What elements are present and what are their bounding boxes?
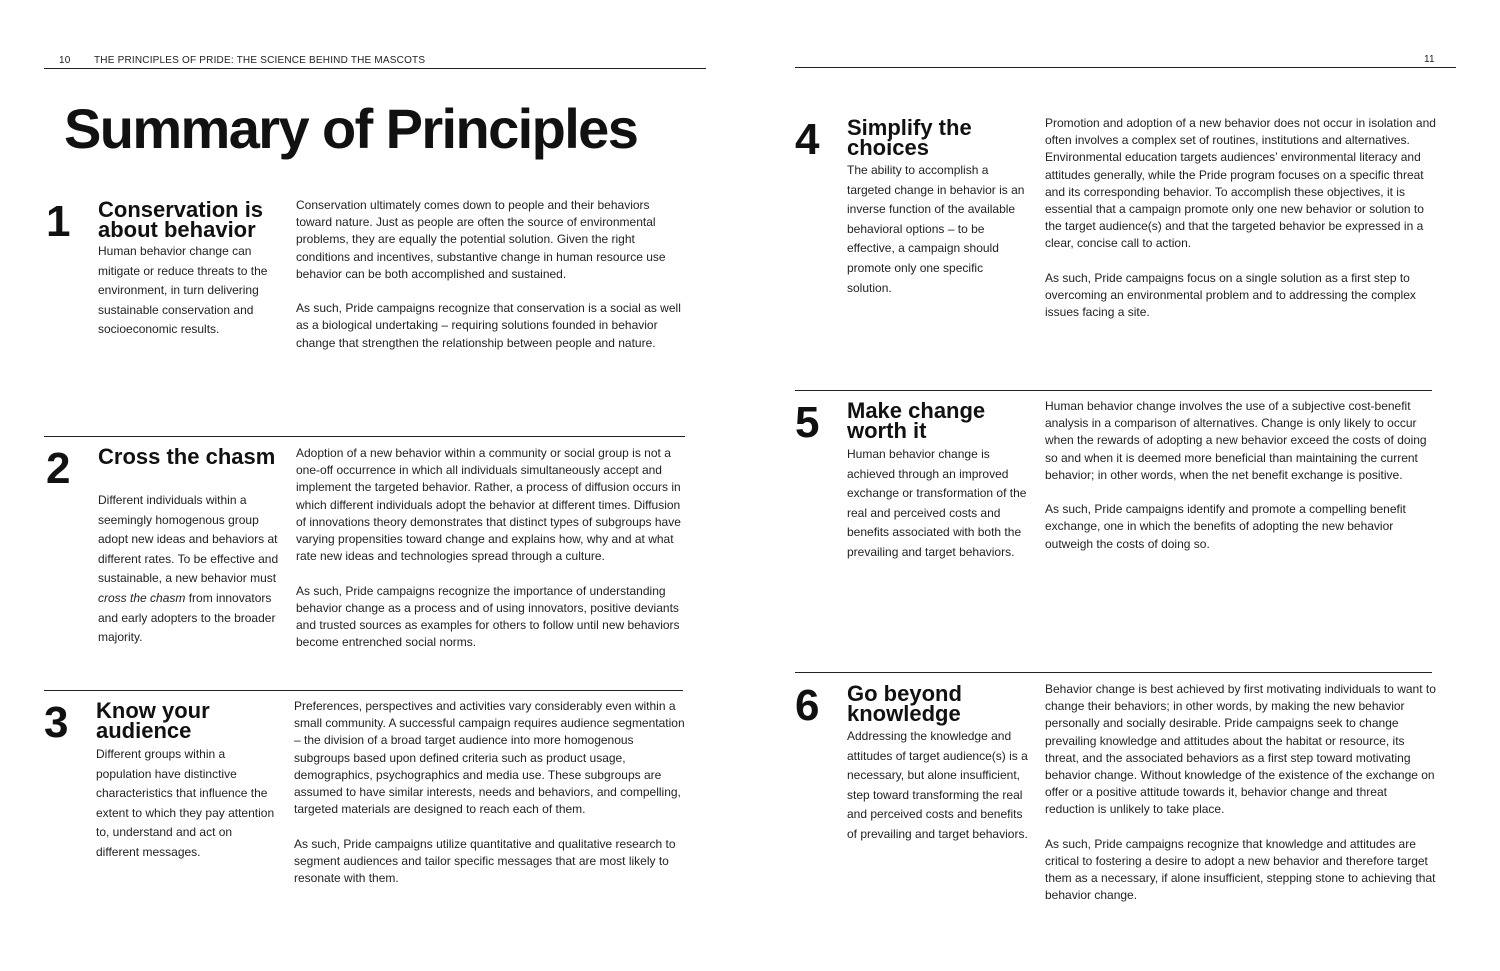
divider <box>795 390 1432 391</box>
principle-summary <box>98 491 280 648</box>
header-rule-right <box>795 67 1456 68</box>
body-paragraph: Human behavior change involves the use of a subjective cost-benefit analysis in a comparison of alternatives. Change is only likely to occur when the rewards of adopting a new behavior exceed the costs of doing so and when it is deemed more beneficial than maintaining the current behavior; in other words, when the net benefit exchange is positive. <box>1045 399 1427 482</box>
principle-body <box>296 445 688 651</box>
body-paragraph: Adoption of a new behavior within a community or social group is not a one-off occurrence in which all individuals simultaneously accept and implement the targeted behavior. Rather, a process of diffusion occurs in which different individuals adopt the behavior at different times. Diffusion of innovations theory demonstrates that distinct types of subgroups have varying propensities toward change and explains how, why and at what rate new ideas and technologies spread through a culture. <box>296 446 681 564</box>
principle-number: 3 <box>44 698 69 747</box>
body-paragraph: Preferences, perspectives and activities vary considerably even within a small community. A successful campaign requires audience segmentation – the division of a broad target audience into more homogenous subgroups based upon defined criteria such as product usage, demographics, psychographics and media use. These subgroups are assumed to have similar interests, needs and behaviors, and compelling, targeted materials are designed to reach each of them. <box>294 699 685 817</box>
principle-heading: Simplify the choices <box>847 115 972 160</box>
body-paragraph: As such, Pride campaigns focus on a single solution as a first step to overcoming an environmental problem and to addressing the complex issues facing a site. <box>1045 270 1416 320</box>
page-title: Summary of Principles <box>64 97 638 160</box>
body-paragraph: As such, Pride campaigns identify and promote a compelling benefit exchange, one in which the benefits of adopting the new behavior outweigh the costs of doing so. <box>1045 502 1406 551</box>
body-paragraph: Conservation ultimately comes down to people and their behaviors toward nature. Just as people are often the source of environmental problems, they are equally the potential solution. Given the right conditions and incentives, substantive change in human resource use behavior can be both accomplished and sustained. <box>296 198 666 281</box>
principle-heading: Know your audience <box>96 698 210 743</box>
body-paragraph: Promotion and adoption of a new behavior does not occur in isolation and often involves a complex set of routines, institutions and alternatives. Environmental education targets audiences’ environmental literacy and attitudes generally, while the Pride program focuses on a specific threat and its corresponding behavior. To accomplish these objectives, it is essential that a campaign promote only one new behavior or solution to the target audience(s) and that the targeted behavior be expressed in a clear, concise call to action. <box>1045 116 1436 251</box>
principle-number: 2 <box>46 444 71 493</box>
principle-body <box>1045 115 1437 321</box>
divider <box>44 690 683 691</box>
principle-number: 1 <box>46 197 71 246</box>
principle-summary: Different groups within a population have distinctive characteristics that influence the extent to which they pay attention to, understand and act on different messages. <box>96 747 275 859</box>
summary-text: from innovators and early adopters to the broader majority. <box>98 590 276 645</box>
divider <box>795 672 1432 673</box>
principle-heading: Cross the chasm <box>98 444 276 469</box>
body-paragraph: As such, Pride campaigns recognize the importance of understanding behavior change as a process and of using innovators, positive deviants and trusted sources as examples for others to follow until new behaviors become entrenched social norms. <box>296 583 680 650</box>
divider <box>44 436 685 437</box>
body-paragraph: As such, Pride campaigns utilize quantitative and qualitative research to segment audiences and tailor specific messages that are most likely to resonate with them. <box>294 836 676 886</box>
principle-body <box>294 698 686 887</box>
header-rule-left <box>44 68 706 69</box>
page-number-left: 10 <box>59 55 71 66</box>
principle-body <box>1045 398 1437 553</box>
principle-number: 4 <box>795 115 820 164</box>
principle-number: 5 <box>795 398 820 447</box>
principle-body <box>296 197 688 352</box>
principle-summary: Human behavior change is achieved through an improved exchange or transformation of the real and perceived costs and benefits associated with both the prevailing and target behaviors. <box>847 447 1027 559</box>
summary-text: Different individuals within a seemingly homogenous group adopt new ideas and behaviors at different rates. To be effective and sustainable, a new behavior must <box>98 493 279 586</box>
principle-summary: Human behavior change can mitigate or reduce threats to the environment, in turn delivering sustainable conservation and socioeconomic results. <box>98 244 268 337</box>
principle-number: 6 <box>795 681 820 730</box>
running-header: THE PRINCIPLES OF PRIDE: THE SCIENCE BEHIND THE MASCOTS <box>94 55 426 66</box>
principle-heading: Go beyond knowledge <box>847 681 962 726</box>
body-paragraph: As such, Pride campaigns recognize that conservation is a social as well as a biological undertaking – requiring solutions founded in behavior change that strengthen the relationship between people and nature. <box>296 301 681 350</box>
body-paragraph: As such, Pride campaigns recognize that knowledge and attitudes are critical to fostering a desire to adopt a new behavior and therefore target them as a necessary, if alone insufficient, stepping stone to achieving that behavior change. <box>1045 836 1436 903</box>
page-number-right: 11 <box>1424 54 1435 65</box>
principle-summary: The ability to accomplish a targeted change in behavior is an inverse function of the available behavioral options – to be effective, a campaign should promote only one specific solution. <box>847 163 1025 295</box>
principle-heading: Conservation is about behavior <box>98 197 264 242</box>
body-paragraph: Behavior change is best achieved by first motivating individuals to want to change their behaviors; in other words, by making the new behavior personally and socially desirable. Pride campaigns seek to change prevailing knowledge and attitudes about the habitat or resource, its threat, and the associated behaviors as a first step toward motivating behavior change. Without knowledge of the existence of the exchange on offer or a positive attitude towards it, behavior change and threat reduction is unlikely to take place. <box>1045 682 1436 817</box>
summary-emphasis: cross the chasm <box>98 590 186 605</box>
principle-heading: Make change worth it <box>847 398 986 443</box>
principle-body <box>1045 681 1437 905</box>
principle-summary: Addressing the knowledge and attitudes of target audience(s) is a necessary, but alone insufficient, step toward transforming the real and perceived costs and benefits of prevailing and target behaviors. <box>847 729 1028 841</box>
